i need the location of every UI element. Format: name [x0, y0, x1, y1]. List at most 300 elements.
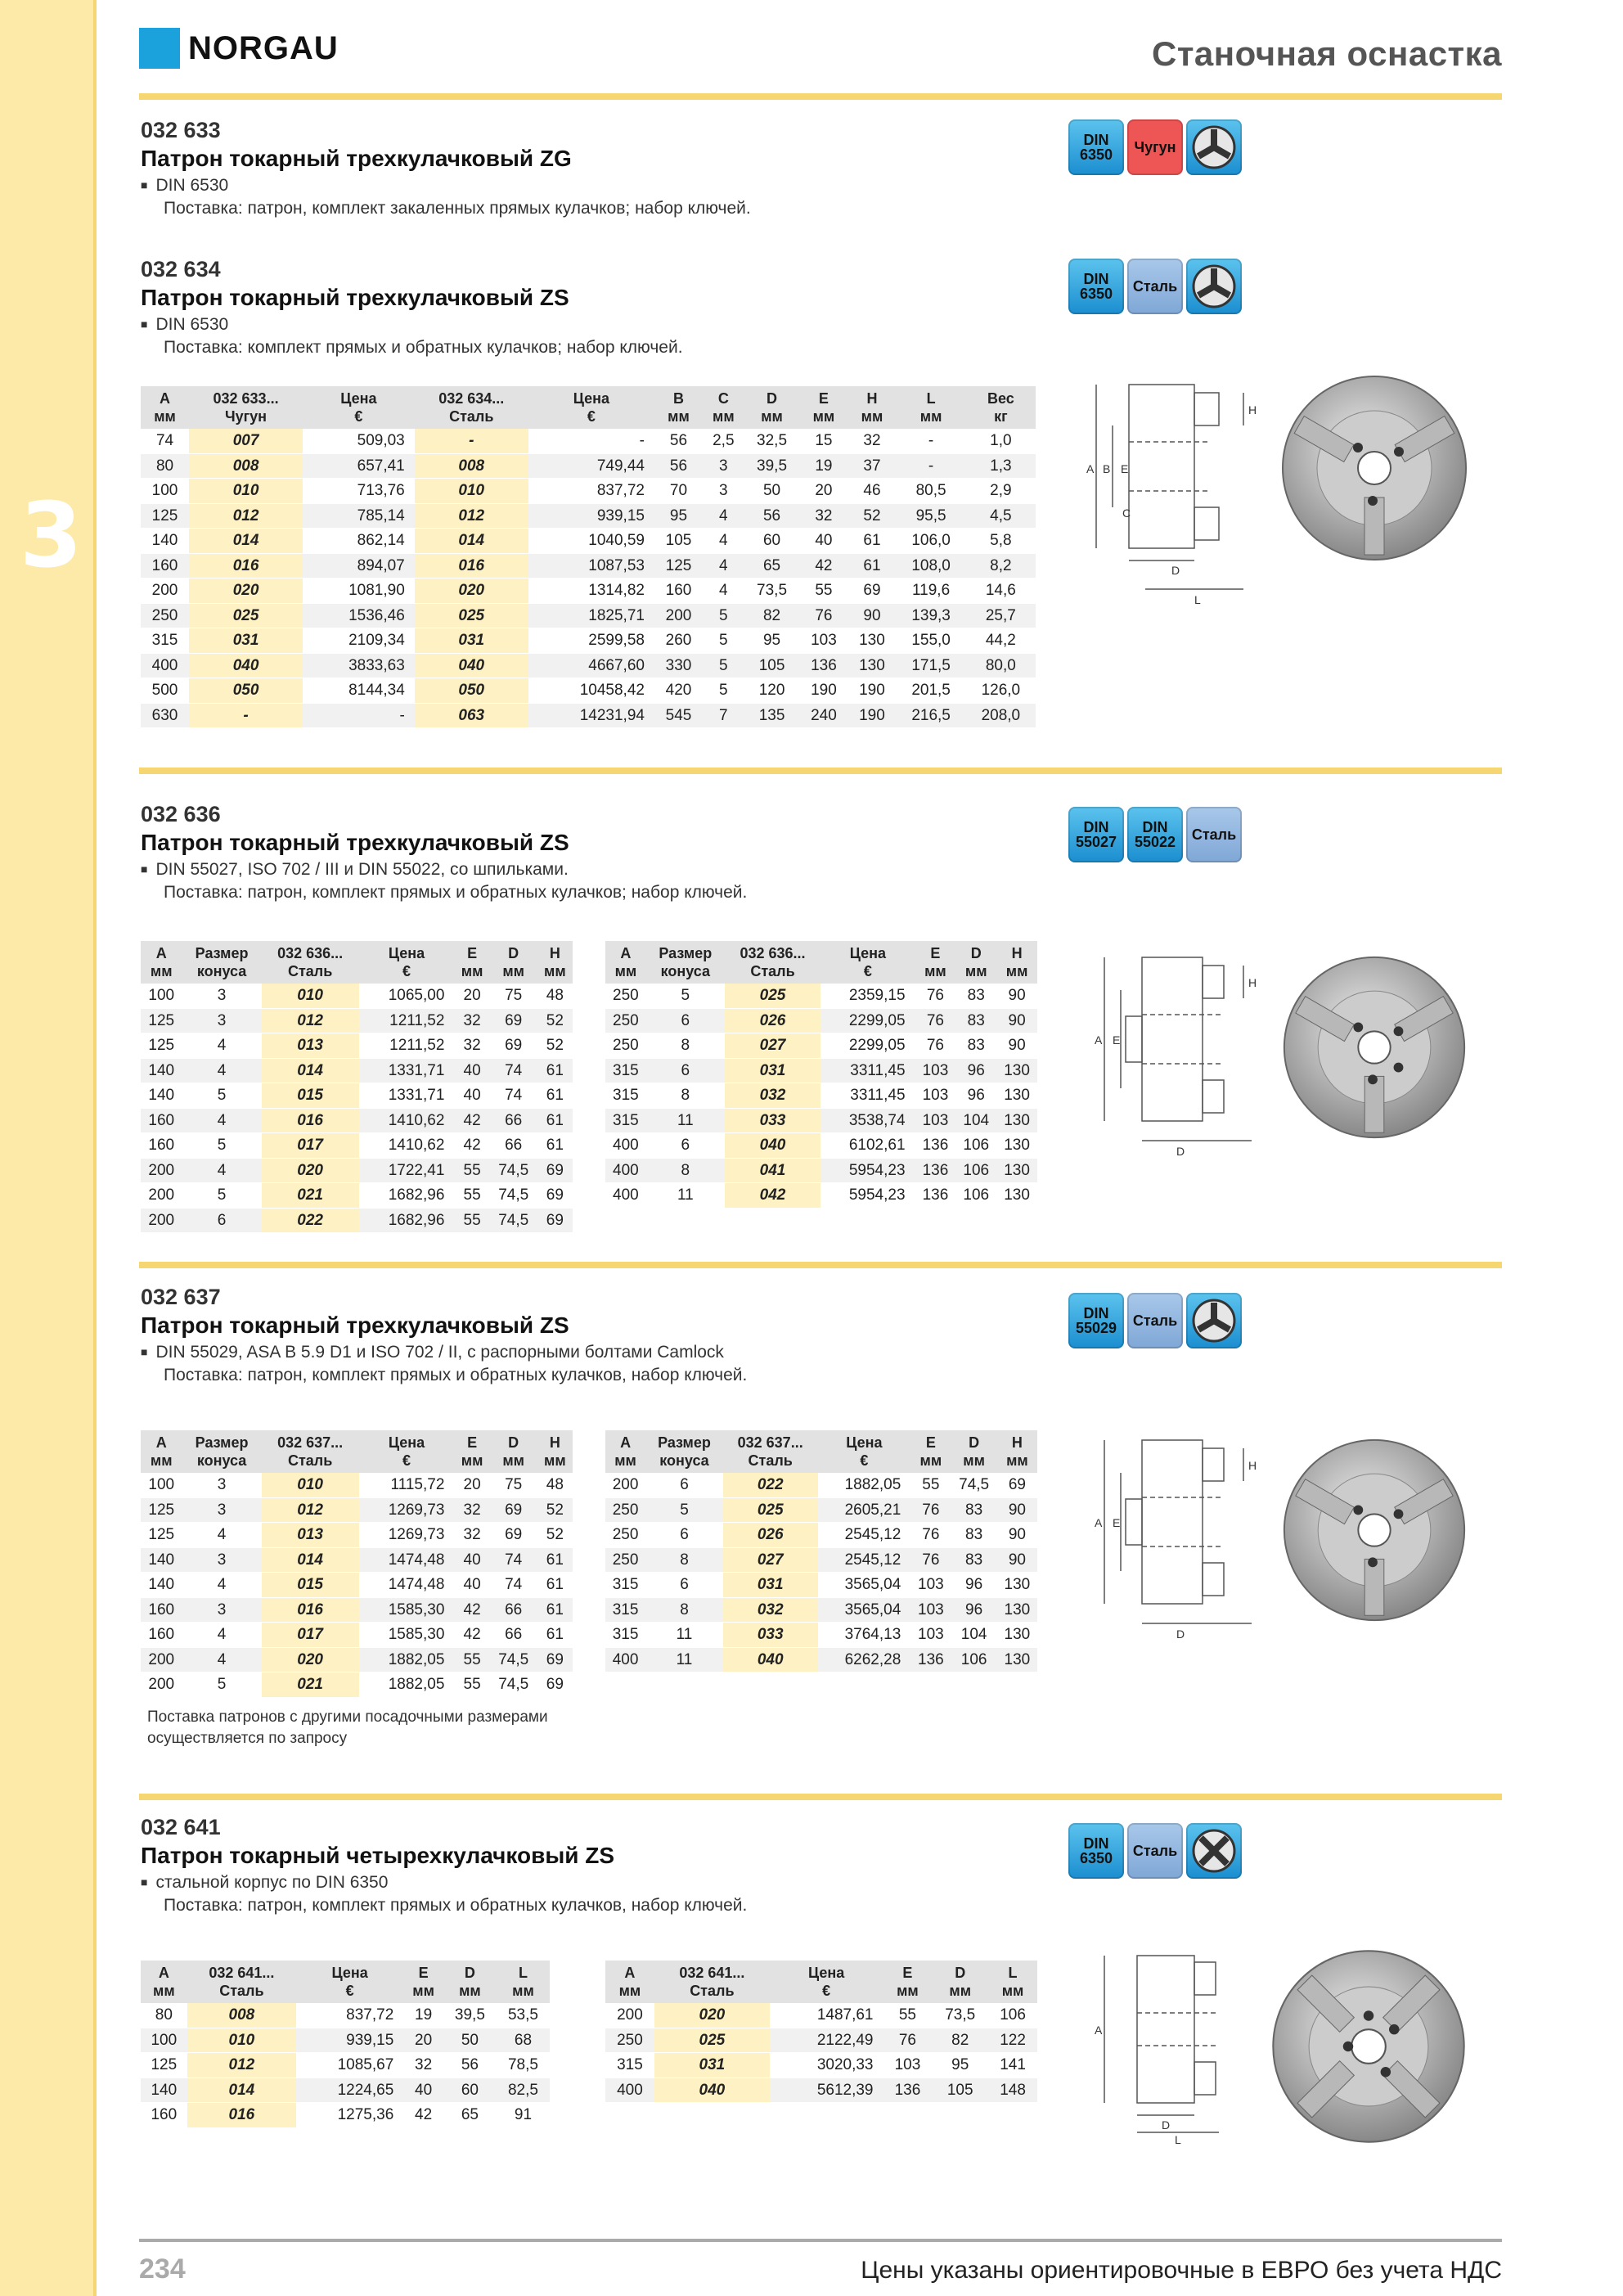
- table-cell: 250: [605, 2028, 654, 2053]
- table-row: [141, 1672, 573, 1698]
- product-delivery: Поставка: патрон, комплект прямых и обратных кулачков, набор ключей.: [164, 1896, 748, 1915]
- column-unit: мм: [502, 1452, 524, 1469]
- table-cell: 76: [915, 984, 956, 1008]
- article-cell: 016: [187, 2103, 296, 2128]
- price-cell: 3565,04: [818, 1573, 911, 1598]
- chuck-photo: [1266, 1944, 1471, 2149]
- table-cell: 73,5: [932, 2003, 988, 2028]
- table-cell: 3: [703, 453, 744, 479]
- table-cell: 630: [141, 703, 189, 728]
- table-cell: 130: [997, 1647, 1037, 1672]
- article-cell: 014: [189, 529, 303, 554]
- table-cell: 315: [605, 1597, 645, 1623]
- article-cell: 033: [725, 1108, 820, 1133]
- price-cell: 1474,48: [359, 1547, 455, 1573]
- column-unit: Чугун: [225, 408, 268, 425]
- table-cell: 130: [847, 653, 896, 678]
- column-title: Цена: [573, 390, 609, 407]
- table-cell: 40: [454, 1547, 489, 1573]
- table-cell: 5: [703, 678, 744, 704]
- column-title: H: [866, 390, 878, 407]
- dim-label-d: D: [1176, 1145, 1185, 1158]
- table-cell: 260: [654, 628, 703, 654]
- table-cell: 200: [605, 1473, 645, 1497]
- table-cell: 100: [141, 1473, 182, 1497]
- table-cell: 315: [605, 1623, 645, 1648]
- dim-label-d: D: [1176, 1627, 1185, 1641]
- table-row: [141, 1647, 573, 1672]
- column-header: [988, 1961, 1037, 2003]
- column-unit: кг: [994, 408, 1008, 425]
- column-header: [910, 1430, 951, 1473]
- column-unit: мм: [963, 1452, 985, 1469]
- table-cell: 76: [883, 2028, 933, 2053]
- table-cell: 44,2: [966, 628, 1036, 654]
- price-cell: 2545,12: [818, 1523, 911, 1548]
- table-cell: 4: [703, 579, 744, 604]
- column-header: [415, 386, 528, 429]
- three-jaw-icon: [1186, 1293, 1242, 1348]
- table-cell: 5: [703, 628, 744, 654]
- article-cell: -: [189, 703, 303, 728]
- table-cell: 6: [646, 1133, 725, 1159]
- column-header: [605, 1961, 654, 2003]
- table-cell: 74,5: [951, 1473, 996, 1497]
- column-header: [296, 1961, 403, 2003]
- table-cell: 61: [537, 1133, 573, 1159]
- article-cell: 027: [723, 1547, 818, 1573]
- brand-logo: [139, 28, 339, 69]
- price-cell: 1882,05: [359, 1672, 455, 1698]
- article-cell: 027: [725, 1033, 820, 1059]
- column-unit: мм: [949, 1983, 972, 1999]
- table-cell: 80,5: [896, 479, 965, 504]
- table-cell: 61: [537, 1108, 573, 1133]
- table-cell: 105: [932, 2078, 988, 2103]
- table-cell: 55: [454, 1208, 489, 1233]
- column-header: [723, 1430, 818, 1473]
- column-header: [820, 941, 915, 984]
- column-header: [528, 386, 654, 429]
- product-032633: [141, 116, 1499, 220]
- table-cell: 8,2: [966, 553, 1036, 579]
- price-cell: 1224,65: [296, 2078, 403, 2103]
- price-cell: 1081,90: [303, 579, 415, 604]
- table-cell: 140: [141, 1573, 182, 1598]
- article-cell: 016: [415, 553, 528, 579]
- article-cell: 008: [415, 453, 528, 479]
- table-cell: 200: [654, 603, 703, 628]
- table-cell: 3: [182, 1008, 261, 1033]
- article-cell: 013: [262, 1033, 359, 1059]
- column-title: A: [158, 1965, 169, 1981]
- table-cell: 76: [799, 603, 847, 628]
- article-cell: 013: [262, 1523, 359, 1548]
- spec-table-032636-right: [605, 941, 1037, 1209]
- table-cell: 103: [910, 1623, 951, 1648]
- table-cell: 136: [883, 2078, 933, 2103]
- table-cell: 200: [141, 1158, 182, 1183]
- table-cell: 103: [910, 1597, 951, 1623]
- table-cell: 95,5: [896, 503, 965, 529]
- table-cell: 105: [654, 529, 703, 554]
- table-cell: 5: [182, 1672, 261, 1698]
- table-cell: 6: [182, 1208, 261, 1233]
- brand-name: NORGAU: [188, 29, 339, 66]
- table-cell: 5: [703, 653, 744, 678]
- price-cell: 1585,30: [359, 1597, 455, 1623]
- table-cell: 4: [703, 503, 744, 529]
- table-cell: 250: [605, 984, 646, 1008]
- column-header: [141, 1961, 187, 2003]
- table-cell: 148: [988, 2078, 1037, 2103]
- spec-table-032637-right: [605, 1430, 1037, 1672]
- four-jaw-icon: [1186, 1823, 1242, 1879]
- table-cell: 201,5: [896, 678, 965, 704]
- table-cell: 1,0: [966, 429, 1036, 453]
- table-cell: 160: [141, 1133, 182, 1159]
- article-cell: 025: [725, 984, 820, 1008]
- table-cell: 91: [497, 2103, 550, 2128]
- table-cell: 2,5: [703, 429, 744, 453]
- price-cell: -: [528, 429, 654, 453]
- table-cell: 125: [141, 1008, 182, 1033]
- column-unit: мм: [153, 1983, 175, 1999]
- table-cell: 11: [646, 1108, 725, 1133]
- article-cell: 050: [415, 678, 528, 704]
- column-unit: Сталь: [219, 1983, 264, 1999]
- column-unit: конуса: [659, 1452, 709, 1469]
- column-title: D: [969, 1434, 980, 1451]
- article-cell: 050: [189, 678, 303, 704]
- column-title: E: [418, 1965, 429, 1981]
- table-cell: 39,5: [443, 2003, 497, 2028]
- article-cell: 014: [187, 2078, 296, 2103]
- din-badge: DIN 55027: [1068, 807, 1124, 862]
- article-cell: 014: [262, 1547, 359, 1573]
- table-cell: 400: [605, 1647, 645, 1672]
- dim-label-l: L: [1175, 2133, 1181, 2144]
- article-cell: 008: [187, 2003, 296, 2028]
- article-cell: 031: [723, 1573, 818, 1598]
- badge-group: [1068, 807, 1242, 862]
- article-cell: 042: [725, 1183, 820, 1209]
- article-cell: 016: [189, 553, 303, 579]
- table-row: [141, 2078, 550, 2103]
- table-row: [605, 1547, 1037, 1573]
- table-cell: 160: [141, 553, 189, 579]
- table-cell: 130: [847, 628, 896, 654]
- table-cell: 53,5: [497, 2003, 550, 2028]
- price-cell: 1211,52: [359, 1008, 455, 1033]
- table-row: [141, 1058, 573, 1083]
- column-header: [951, 1430, 996, 1473]
- material-badge: Сталь: [1127, 1293, 1183, 1348]
- table-cell: 4,5: [966, 503, 1036, 529]
- table-header: [141, 941, 573, 984]
- article-cell: 022: [262, 1208, 359, 1233]
- table-cell: 32: [454, 1523, 489, 1548]
- table-cell: 40: [454, 1058, 489, 1083]
- price-cell: 5954,23: [820, 1183, 915, 1209]
- article-cell: 007: [189, 429, 303, 453]
- table-cell: 5: [646, 984, 725, 1008]
- table-cell: 130: [997, 1597, 1037, 1623]
- table-cell: 60: [443, 2078, 497, 2103]
- table-header: [141, 1430, 573, 1473]
- column-unit: €: [345, 1983, 354, 1999]
- price-cell: 1682,96: [359, 1208, 455, 1233]
- table-cell: 83: [955, 1033, 996, 1059]
- column-title: D: [508, 945, 519, 961]
- price-cell: 3565,04: [818, 1597, 911, 1623]
- table-row: [141, 1473, 573, 1497]
- table-cell: 37: [847, 453, 896, 479]
- article-cell: 020: [262, 1158, 359, 1183]
- table-row: [141, 1597, 573, 1623]
- table-row: [605, 2053, 1037, 2078]
- column-unit: Сталь: [750, 963, 795, 979]
- table-row: [605, 1058, 1037, 1083]
- column-header: [818, 1430, 911, 1473]
- table-cell: 69: [537, 1647, 573, 1672]
- price-cell: 1474,48: [359, 1573, 455, 1598]
- article-cell: 014: [415, 529, 528, 554]
- column-title: H: [1011, 945, 1023, 961]
- table-cell: 69: [490, 1523, 537, 1548]
- table-cell: 106: [951, 1647, 996, 1672]
- table-cell: 96: [955, 1083, 996, 1109]
- column-unit: €: [587, 408, 596, 425]
- table-cell: 130: [997, 1573, 1037, 1598]
- column-title: 032 637...: [277, 1434, 344, 1451]
- column-header: [359, 941, 455, 984]
- din-badge: DIN 6350: [1068, 259, 1124, 314]
- column-unit: мм: [668, 408, 690, 425]
- table-cell: 74,5: [490, 1672, 537, 1698]
- article-cell: 012: [415, 503, 528, 529]
- table-row: [141, 1183, 573, 1209]
- table-cell: 82: [744, 603, 800, 628]
- price-cell: 1487,61: [770, 2003, 883, 2028]
- column-title: Цена: [340, 390, 377, 407]
- column-title: B: [672, 390, 684, 407]
- table-row: [141, 653, 1036, 678]
- table-row: [141, 2053, 550, 2078]
- three-jaw-icon: [1186, 119, 1242, 175]
- table-cell: 4: [182, 1058, 261, 1083]
- column-header: [605, 1430, 645, 1473]
- table-cell: 104: [955, 1108, 996, 1133]
- price-note: Цены указаны ориентировочные в ЕВРО без учета НДС: [861, 2257, 1502, 2284]
- table-row: [141, 984, 573, 1008]
- table-cell: 61: [847, 529, 896, 554]
- price-cell: 1087,53: [528, 553, 654, 579]
- table-cell: 125: [141, 1497, 182, 1523]
- table-cell: 69: [537, 1158, 573, 1183]
- column-title: E: [467, 945, 478, 961]
- table-cell: 46: [847, 479, 896, 504]
- column-unit: €: [402, 1452, 411, 1469]
- price-cell: 1882,05: [818, 1473, 911, 1497]
- table-cell: 103: [883, 2053, 933, 2078]
- column-header: [187, 1961, 296, 2003]
- table-cell: 250: [605, 1497, 645, 1523]
- table-row: [141, 1547, 573, 1573]
- column-title: E: [925, 1434, 936, 1451]
- table-cell: 55: [799, 579, 847, 604]
- table-cell: 69: [847, 579, 896, 604]
- column-title: Размер: [195, 1434, 249, 1451]
- table-cell: 6: [646, 1008, 725, 1033]
- table-row: [141, 1033, 573, 1059]
- table-cell: 136: [799, 653, 847, 678]
- material-badge: Чугун: [1127, 119, 1183, 175]
- table-cell: 136: [915, 1158, 956, 1183]
- table-cell: 6: [645, 1573, 723, 1598]
- article-cell: 032: [723, 1597, 818, 1623]
- column-title: 032 633...: [213, 390, 279, 407]
- table-cell: 122: [988, 2028, 1037, 2053]
- dim-label-b: B: [1103, 462, 1111, 475]
- product-032637: [141, 1283, 1499, 1387]
- table-cell: 32: [403, 2053, 443, 2078]
- price-cell: 837,72: [296, 2003, 403, 2028]
- column-title: 032 636...: [740, 945, 806, 961]
- column-unit: мм: [614, 963, 637, 979]
- table-row: [605, 1623, 1037, 1648]
- dim-label-h: H: [1248, 1459, 1257, 1472]
- table-cell: 61: [847, 553, 896, 579]
- column-title: A: [620, 1434, 632, 1451]
- table-cell: 90: [996, 1033, 1037, 1059]
- column-unit: Сталь: [287, 963, 333, 979]
- column-unit: мм: [154, 408, 176, 425]
- column-header: [883, 1961, 933, 2003]
- column-title: 032 641...: [209, 1965, 275, 1981]
- table-cell: 66: [490, 1133, 537, 1159]
- table-cell: 52: [537, 1497, 573, 1523]
- table-cell: 120: [744, 678, 800, 704]
- badge-group: [1068, 259, 1242, 314]
- table-cell: 76: [910, 1523, 951, 1548]
- din-badge: DIN 6350: [1068, 119, 1124, 175]
- table-cell: 140: [141, 2078, 187, 2103]
- table-cell: 135: [744, 703, 800, 728]
- table-cell: 11: [645, 1647, 723, 1672]
- column-header: [403, 1961, 443, 2003]
- table-row: [141, 1573, 573, 1598]
- table-cell: 80: [141, 453, 189, 479]
- table-cell: 500: [141, 678, 189, 704]
- article-cell: 032: [725, 1083, 820, 1109]
- din-badge: DIN 6350: [1068, 1823, 1124, 1879]
- table-header: [605, 1961, 1037, 2003]
- article-cell: 012: [262, 1008, 359, 1033]
- column-unit: мм: [614, 1452, 636, 1469]
- article-cell: 040: [189, 653, 303, 678]
- table-cell: 56: [744, 503, 800, 529]
- table-cell: 50: [744, 479, 800, 504]
- table-cell: 5: [182, 1183, 261, 1209]
- column-unit: мм: [924, 963, 946, 979]
- table-header: [141, 386, 1036, 429]
- table-cell: 55: [910, 1473, 951, 1497]
- table-cell: 330: [654, 653, 703, 678]
- price-cell: 713,76: [303, 479, 415, 504]
- table-cell: 8: [645, 1547, 723, 1573]
- column-header: [703, 386, 744, 429]
- price-cell: 1825,71: [528, 603, 654, 628]
- price-cell: 3833,63: [303, 653, 415, 678]
- column-header: [915, 941, 956, 984]
- price-cell: 1331,71: [359, 1058, 455, 1083]
- price-cell: 1410,62: [359, 1133, 455, 1159]
- product-032634: [141, 255, 1499, 359]
- product-standard: ■ стальной корпус по DIN 6350: [141, 1871, 1499, 1894]
- table-cell: 69: [537, 1208, 573, 1233]
- table-cell: 32,5: [744, 429, 800, 453]
- article-cell: 033: [723, 1623, 818, 1648]
- table-cell: 140: [141, 1547, 182, 1573]
- availability-note: Поставка патронов с другими посадочными размерами осуществляется по запросу: [147, 1708, 548, 1747]
- price-cell: 1682,96: [359, 1183, 455, 1209]
- table-row: [605, 1083, 1037, 1109]
- column-title: Размер: [659, 945, 713, 961]
- column-unit: конуса: [196, 1452, 247, 1469]
- table-row: [141, 1208, 573, 1233]
- chuck-drawing: [1080, 1424, 1273, 1645]
- table-cell: 74: [490, 1083, 537, 1109]
- column-title: Цена: [331, 1965, 368, 1981]
- table-cell: 420: [654, 678, 703, 704]
- table-cell: 141: [988, 2053, 1037, 2078]
- column-unit: мм: [502, 963, 524, 979]
- table-cell: 5: [645, 1497, 723, 1523]
- column-header: [497, 1961, 550, 2003]
- price-cell: 1585,30: [359, 1623, 455, 1648]
- column-title: D: [464, 1965, 475, 1981]
- divider: [139, 1262, 1502, 1268]
- price-cell: 1275,36: [296, 2103, 403, 2128]
- table-cell: 200: [141, 1208, 182, 1233]
- table-cell: 69: [490, 1033, 537, 1059]
- table-cell: 3: [182, 1547, 261, 1573]
- table-cell: 55: [883, 2003, 933, 2028]
- article-cell: 040: [723, 1647, 818, 1672]
- column-header: [182, 1430, 261, 1473]
- price-cell: 8144,34: [303, 678, 415, 704]
- price-cell: 862,14: [303, 529, 415, 554]
- column-title: E: [818, 390, 829, 407]
- table-cell: 42: [799, 553, 847, 579]
- column-unit: мм: [512, 1983, 534, 1999]
- article-cell: 016: [262, 1597, 359, 1623]
- column-unit: мм: [544, 963, 566, 979]
- column-unit: конуса: [196, 963, 247, 979]
- table-cell: 125: [141, 503, 189, 529]
- spec-table-032636-left: [141, 941, 573, 1233]
- table-cell: 4: [182, 1623, 261, 1648]
- table-cell: 4: [182, 1033, 261, 1059]
- product-delivery: Поставка: патрон, комплект прямых и обратных кулачков, набор ключей.: [164, 1366, 748, 1384]
- product-title: Патрон токарный четырехкулачковый ZS: [141, 1843, 615, 1868]
- table-cell: 106,0: [896, 529, 965, 554]
- divider: [139, 768, 1502, 774]
- article-cell: 031: [189, 628, 303, 654]
- table-header: [605, 1430, 1037, 1473]
- table-cell: 105: [744, 653, 800, 678]
